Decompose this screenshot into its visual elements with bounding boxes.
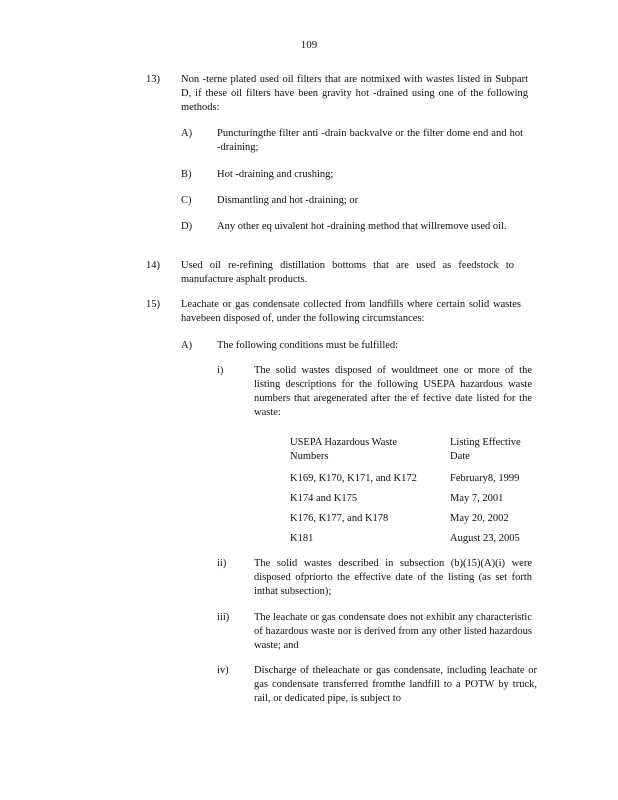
item-15-text: Leachate or gas condensate collected from landfills where certain solid wastes havebeen disposed of, under the following circumstances: — [181, 299, 521, 324]
table-cell-date: May 20, 2002 — [450, 513, 509, 524]
item-15-label: 15) — [146, 299, 160, 310]
table-header-date: Listing Effective Date — [450, 437, 521, 462]
item-13d-text: Any other eq uivalent hot -draining method that willremove used oil. — [217, 221, 507, 232]
item-15a-ii-text: The solid wastes described in subsection (b)(15)(A)(i) were disposed ofpriorto the effective date of the listing (as set forth inthat subsection); — [254, 558, 532, 597]
table-row — [290, 492, 530, 512]
table-cell-date: May 7, 2001 — [450, 493, 504, 504]
table-row — [290, 472, 530, 492]
item-13-text: Non -terne plated used oil filters that are notmixed with wastes listed in Subpart D, if these oil filters have been gravity hot -drained using one of the following methods: — [181, 74, 528, 113]
table-cell-numbers: K174 and K175 — [290, 493, 358, 504]
item-15a-text: The following conditions must be fulfilled: — [217, 340, 399, 351]
waste-listing-table — [290, 436, 530, 552]
table-cell-date: February8, 1999 — [450, 473, 520, 484]
item-15a-iv-label: iv) — [217, 665, 229, 676]
table-row — [290, 532, 530, 552]
item-13a-text: Puncturingthe filter anti -drain backvalve or the filter dome end and hot -draining; — [217, 128, 523, 153]
table-cell-date: August 23, 2005 — [450, 533, 520, 544]
item-13c-label: C) — [181, 195, 192, 206]
item-14-text: Used oil re-refining distillation bottoms that are used as feedstock to manufacture asphalt products. — [181, 260, 514, 285]
table-header-row — [290, 436, 530, 472]
item-13c-text: Dismantling and hot -draining; or — [217, 195, 359, 206]
item-15a-iii-text: The leachate or gas condensate does not exhibit any characteristic of hazardous waste nor is derived from any other listed hazardous waste; and — [254, 612, 532, 651]
item-13b-label: B) — [181, 169, 192, 180]
item-15a-iv-text: Discharge of theleachate or gas condensate, including leachate or gas condensate transferred fromthe landfill to a POTW by truck, rail, or dedicated pipe, is subject to — [254, 665, 537, 704]
item-13-label: 13) — [146, 74, 160, 85]
item-15a-i-label: i) — [217, 365, 224, 376]
item-15a-iii-label: iii) — [217, 612, 230, 623]
table-cell-numbers: K176, K177, and K178 — [290, 513, 389, 524]
table-cell-numbers: K169, K170, K171, and K172 — [290, 473, 417, 484]
table-cell-numbers: K181 — [290, 533, 314, 544]
table-row — [290, 512, 530, 532]
item-13a-label: A) — [181, 128, 193, 139]
item-15a-label: A) — [181, 340, 193, 351]
item-13d-label: D) — [181, 221, 193, 232]
item-15a-i-text: The solid wastes disposed of wouldmeet one or more of the listing descriptions for the following USEPA hazardous waste numbers that aregenerated after the ef fective date listed for the waste: — [254, 365, 532, 418]
item-13b-text: Hot -draining and crushing; — [217, 169, 334, 180]
item-15a-ii-label: ii) — [217, 558, 227, 569]
item-14-label: 14) — [146, 260, 160, 271]
table-header-numbers: USEPA Hazardous Waste Numbers — [290, 437, 398, 462]
page-number: 109 — [300, 39, 318, 51]
